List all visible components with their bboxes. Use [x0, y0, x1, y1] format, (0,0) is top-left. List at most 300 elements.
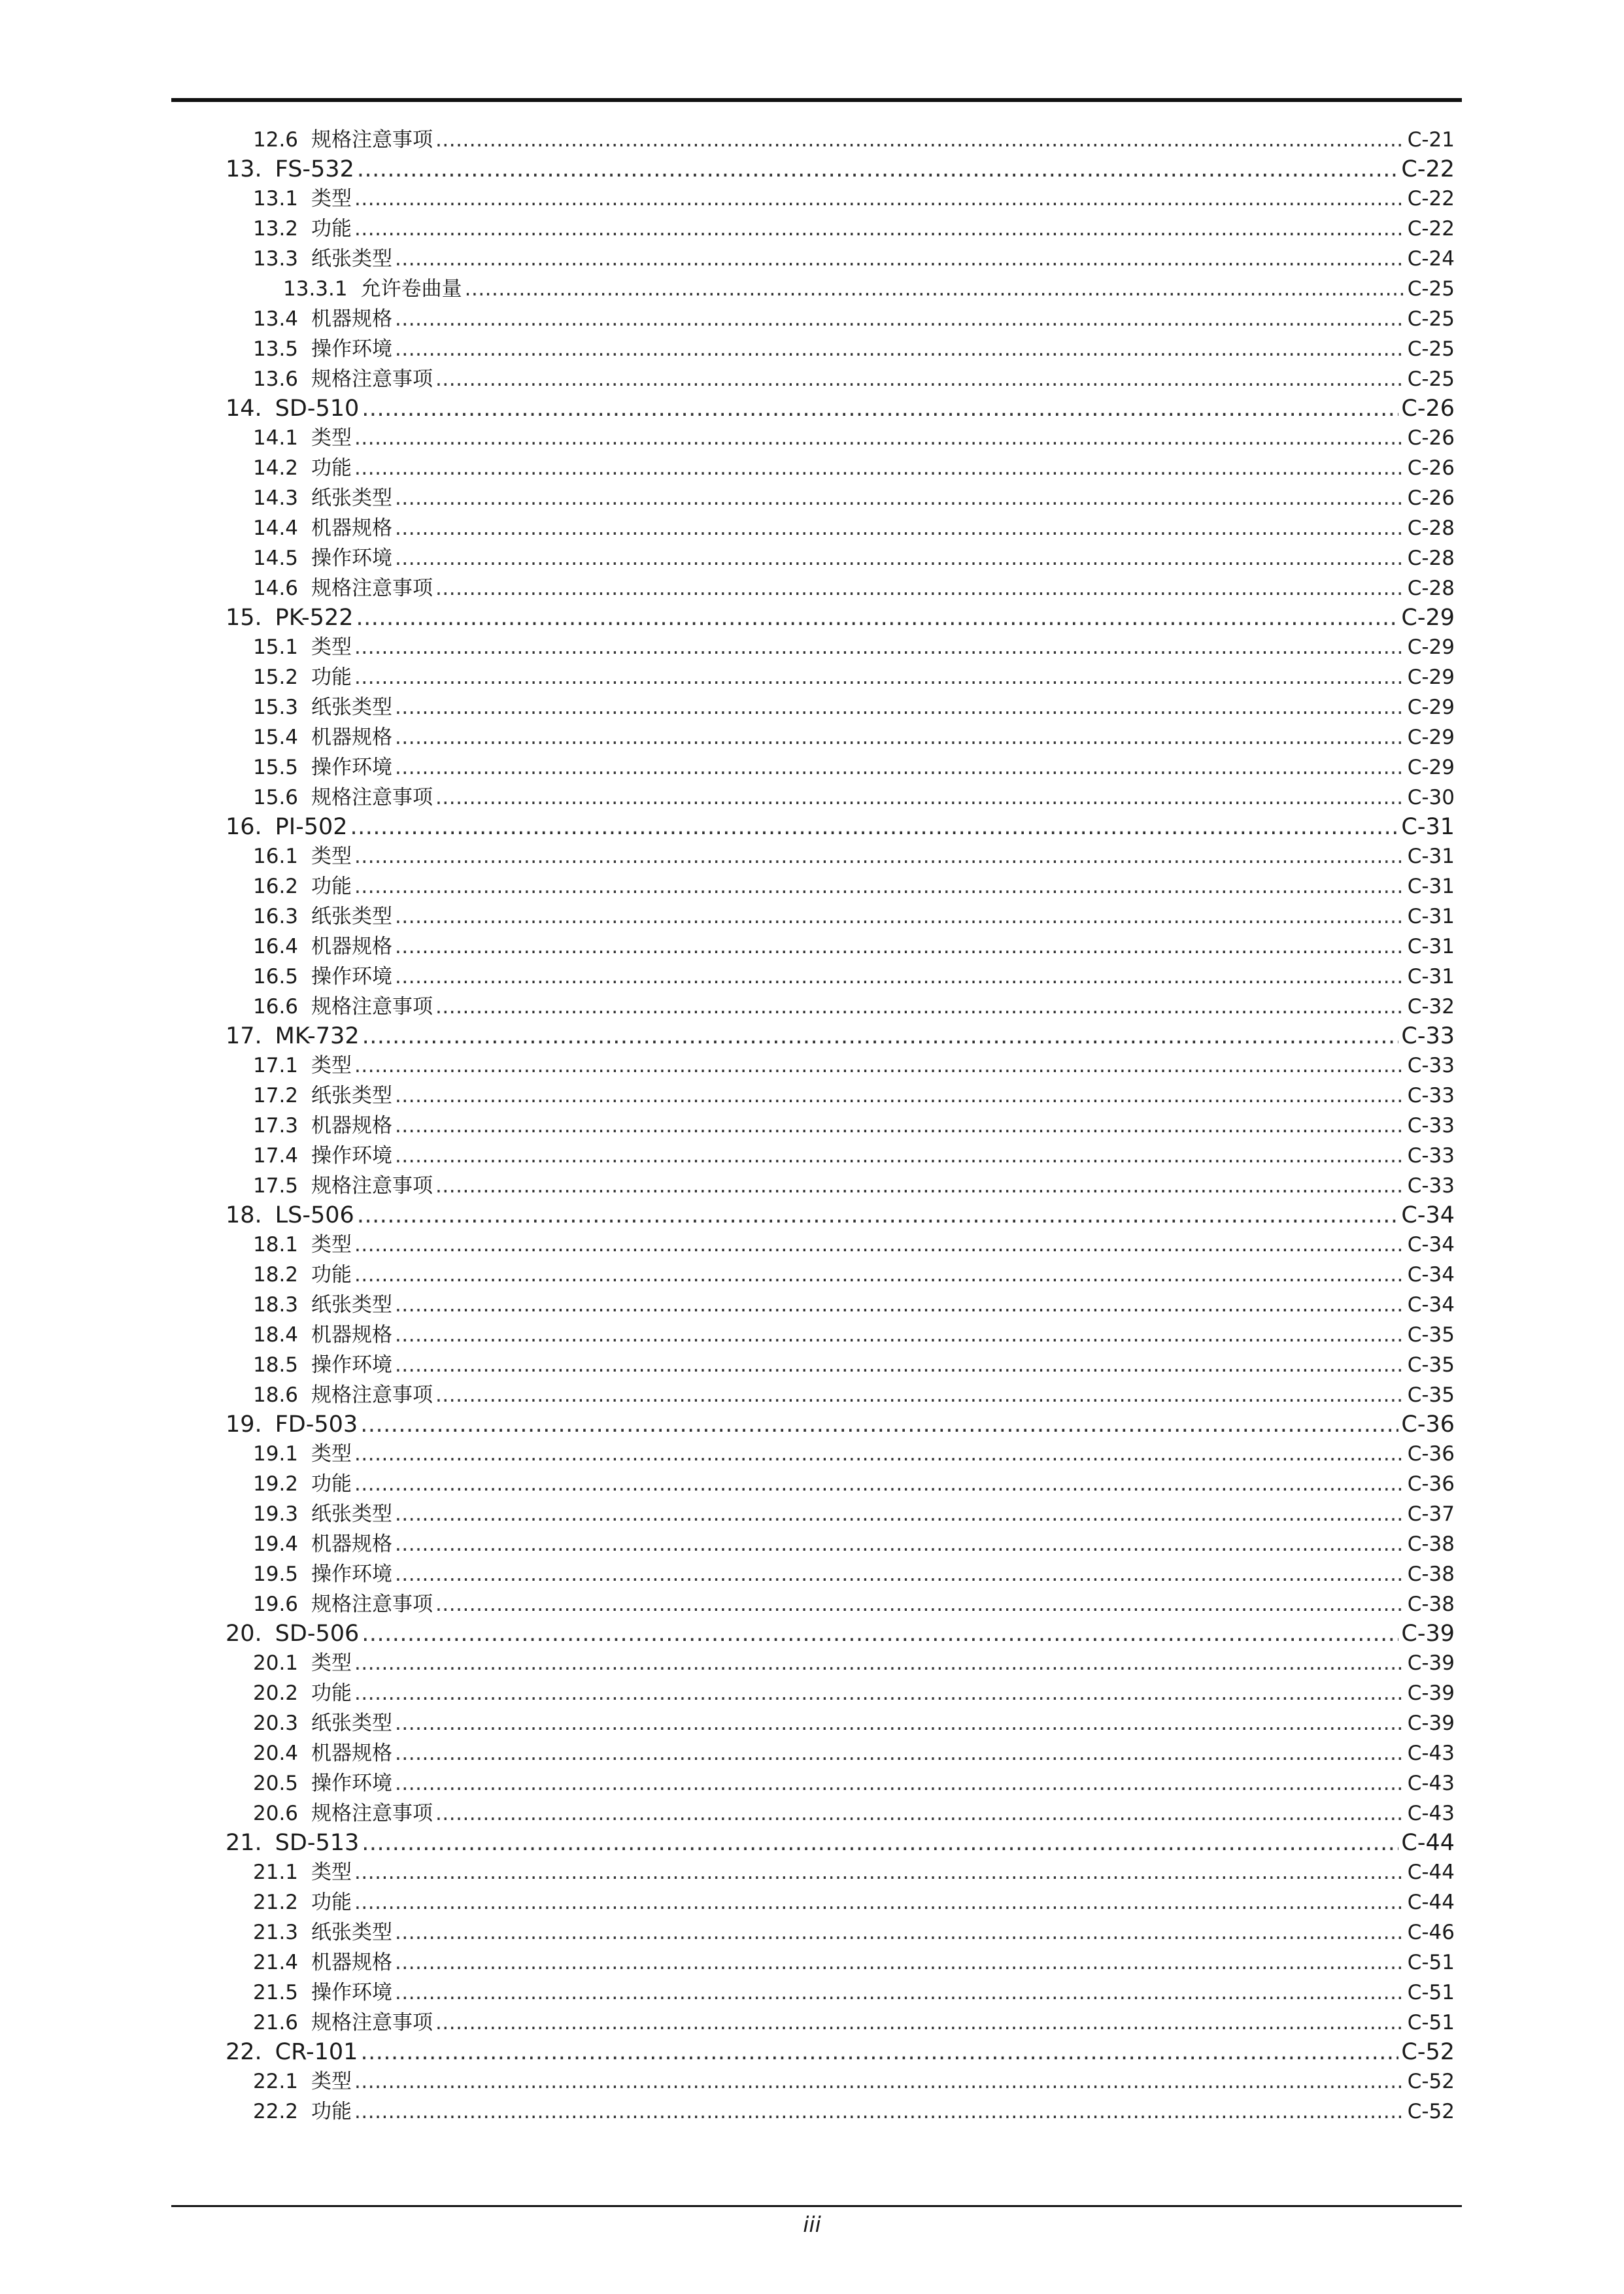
toc-entry-page: C-28 [1407, 577, 1455, 600]
toc-section-entry[interactable] [226, 1171, 1455, 1201]
dot-leader [395, 304, 1405, 334]
toc-entry-title: 机器规格 [311, 516, 393, 540]
toc-entry-page: C-33 [1401, 1023, 1455, 1049]
toc-entry-title: SD-510 [275, 396, 360, 422]
dot-leader [354, 214, 1405, 244]
toc-section-entry[interactable] [226, 752, 1455, 783]
toc-entry-number: 16.3 [253, 905, 299, 928]
dot-leader [435, 1589, 1405, 1619]
dot-leader [354, 841, 1405, 871]
toc-entry-page: C-39 [1407, 1681, 1455, 1705]
toc-entry-title: 功能 [311, 456, 352, 480]
dot-leader [395, 1111, 1405, 1141]
toc-entry-title: MK-732 [275, 1023, 360, 1049]
dot-leader [356, 603, 1399, 632]
dot-leader [395, 932, 1405, 962]
toc-entry-page: C-33 [1407, 1054, 1455, 1077]
toc-entry-number: 19.3 [253, 1502, 299, 1526]
toc-chapter-entry[interactable] [226, 394, 1455, 423]
toc-entry-page: C-31 [1407, 875, 1455, 898]
dot-leader [362, 394, 1398, 423]
toc-entry-page: C-43 [1407, 1802, 1455, 1825]
toc-entry-page: C-26 [1401, 396, 1455, 422]
toc-section-entry[interactable] [226, 1230, 1455, 1260]
toc-entry-number: 21.1 [253, 1861, 299, 1884]
toc-entry-title: PK-522 [275, 605, 354, 631]
toc-section-entry[interactable] [226, 543, 1455, 573]
dot-leader [395, 722, 1405, 752]
toc-entry-title: 操作环境 [311, 1981, 393, 2004]
dot-leader [395, 692, 1405, 722]
toc-entry-title: 类型 [311, 845, 352, 868]
toc-section-entry[interactable] [226, 1290, 1455, 1320]
toc-section-entry[interactable] [226, 1320, 1455, 1350]
toc-entry-page: C-25 [1407, 337, 1455, 361]
toc-entry-number: 12.6 [253, 128, 299, 152]
toc-entry-number: 15.6 [253, 786, 299, 809]
toc-section-entry[interactable] [226, 244, 1455, 274]
dot-leader [395, 1708, 1405, 1738]
toc-entry-number: 13.3.1 [283, 277, 348, 301]
toc-section-entry[interactable] [226, 214, 1455, 244]
toc-entry-number: 20.4 [253, 1742, 299, 1765]
toc-entry-page: C-51 [1407, 1951, 1455, 1974]
toc-section-entry[interactable] [226, 1051, 1455, 1081]
toc-entry-title: 规格注意事项 [311, 1383, 433, 1407]
toc-entry-number: 21.6 [253, 2011, 299, 2034]
dot-leader [354, 2066, 1405, 2097]
toc-entry-page: C-31 [1407, 935, 1455, 958]
toc-entry-title: SD-506 [275, 1621, 360, 1647]
toc-entry-number: 22.1 [253, 2070, 299, 2093]
dot-leader [354, 1230, 1405, 1260]
toc-section-entry[interactable] [226, 992, 1455, 1022]
dot-leader [435, 1171, 1405, 1201]
toc-section-entry[interactable] [226, 423, 1455, 453]
toc-entry-page: C-22 [1401, 156, 1455, 182]
dot-leader [354, 871, 1405, 902]
toc-entry-title: 操作环境 [311, 1353, 393, 1377]
toc-entry-title: 类型 [311, 1861, 352, 1884]
toc-entry-title: 类型 [311, 635, 352, 659]
toc-entry-title: 允许卷曲量 [360, 277, 462, 301]
toc-section-entry[interactable] [226, 1380, 1455, 1410]
toc-section-entry[interactable] [226, 841, 1455, 871]
toc-entry-page: C-31 [1407, 845, 1455, 868]
toc-entry-number: 21. [226, 1830, 262, 1856]
toc-entry-number: 15.1 [253, 635, 299, 659]
toc-section-entry[interactable] [226, 184, 1455, 214]
toc-section-entry[interactable] [226, 2066, 1455, 2097]
toc-entry-number: 19.4 [253, 1532, 299, 1556]
dot-leader [395, 902, 1405, 932]
toc-entry-number: 19.6 [253, 1593, 299, 1616]
toc-entry-title: CR-101 [275, 2039, 358, 2065]
toc-section-entry[interactable] [226, 453, 1455, 483]
dot-leader [395, 1917, 1405, 1948]
toc-entry-title: 规格注意事项 [311, 2011, 433, 2034]
toc-entry-number: 21.4 [253, 1951, 299, 1974]
toc-entry-page: C-34 [1407, 1293, 1455, 1317]
toc-entry-page: C-44 [1401, 1830, 1455, 1856]
toc-entry-number: 13.4 [253, 307, 299, 331]
toc-entry-number: 21.2 [253, 1891, 299, 1914]
toc-entry-page: C-39 [1407, 1651, 1455, 1675]
toc-entry-number: 16.6 [253, 995, 299, 1019]
dot-leader [362, 1022, 1399, 1051]
toc-entry-title: 功能 [311, 666, 352, 689]
header-rule [171, 98, 1462, 102]
toc-entry-page: C-33 [1407, 1084, 1455, 1107]
page-number: iii [803, 2212, 821, 2237]
toc-entry-page: C-52 [1407, 2100, 1455, 2123]
toc-section-entry[interactable] [226, 1529, 1455, 1559]
toc-entry-number: 14. [226, 396, 262, 422]
toc-entry-page: C-29 [1401, 605, 1455, 631]
toc-entry-page: C-52 [1407, 2070, 1455, 2093]
toc-entry-number: 19.5 [253, 1562, 299, 1586]
toc-entry-title: 类型 [311, 426, 352, 450]
toc-entry-number: 20.6 [253, 1802, 299, 1825]
toc-entry-page: C-36 [1407, 1442, 1455, 1466]
toc-entry-page: C-33 [1407, 1144, 1455, 1168]
toc-section-entry[interactable] [226, 513, 1455, 543]
toc-entry-title: PI-502 [275, 814, 348, 840]
toc-section-entry[interactable] [226, 483, 1455, 513]
toc-section-entry[interactable] [226, 1081, 1455, 1111]
toc-chapter-entry[interactable] [226, 1619, 1455, 1648]
toc-chapter-entry[interactable] [226, 1201, 1455, 1230]
toc-entry-page: C-30 [1407, 786, 1455, 809]
toc-entry-title: 规格注意事项 [311, 1593, 433, 1616]
toc-entry-title: 机器规格 [311, 1532, 393, 1556]
toc-section-entry[interactable] [226, 1469, 1455, 1499]
toc-entry-number: 15. [226, 605, 262, 631]
toc-section-entry[interactable] [226, 932, 1455, 962]
dot-leader [362, 1829, 1398, 1857]
toc-entry-title: 纸张类型 [311, 1084, 393, 1107]
toc-entry-number: 18.3 [253, 1293, 299, 1317]
toc-section-entry[interactable] [226, 1887, 1455, 1917]
dot-leader [395, 483, 1405, 513]
toc-section-entry[interactable] [226, 1917, 1455, 1948]
toc-entry-title: 操作环境 [311, 1562, 393, 1586]
toc-entry-title: 机器规格 [311, 1951, 393, 1974]
toc-section-entry[interactable] [226, 1738, 1455, 1768]
toc-entry-page: C-28 [1407, 516, 1455, 540]
dot-leader [395, 1738, 1405, 1768]
toc-entry-page: C-36 [1401, 1411, 1455, 1438]
toc-entry-number: 20.5 [253, 1772, 299, 1795]
dot-leader [395, 244, 1405, 274]
dot-leader [395, 1948, 1405, 1978]
toc-section-entry[interactable] [226, 334, 1455, 364]
toc-chapter-entry[interactable] [226, 155, 1455, 184]
dot-leader [360, 1410, 1398, 1439]
toc-entry-number: 22.2 [253, 2100, 299, 2123]
toc-entry-page: C-25 [1407, 367, 1455, 391]
toc-entry-number: 13. [226, 156, 262, 182]
toc-entry-page: C-43 [1407, 1742, 1455, 1765]
toc-entry-page: C-29 [1407, 635, 1455, 659]
toc-entry-number: 17.5 [253, 1174, 299, 1198]
toc-entry-page: C-25 [1407, 277, 1455, 301]
toc-entry-number: 13.3 [253, 247, 299, 271]
toc-entry-number: 14.1 [253, 426, 299, 450]
toc-entry-number: 17. [226, 1023, 262, 1049]
toc-entry-number: 16.5 [253, 965, 299, 988]
toc-chapter-entry[interactable] [226, 1022, 1455, 1051]
toc-entry-number: 17.2 [253, 1084, 299, 1107]
dot-leader [395, 1768, 1405, 1798]
dot-leader [350, 813, 1399, 841]
toc-entry-number: 17.4 [253, 1144, 299, 1168]
toc-chapter-entry[interactable] [226, 1410, 1455, 1439]
dot-leader [435, 125, 1405, 155]
toc-entry-number: 18.6 [253, 1383, 299, 1407]
toc-section-entry[interactable] [226, 2097, 1455, 2127]
toc-entry-title: 纸张类型 [311, 1502, 393, 1526]
toc-entry-page: C-24 [1407, 247, 1455, 271]
toc-entry-page: C-39 [1407, 1712, 1455, 1735]
toc-entry-page: C-29 [1407, 696, 1455, 719]
toc-section-entry[interactable] [226, 1678, 1455, 1708]
toc-entry-number: 18.5 [253, 1353, 299, 1377]
toc-section-entry[interactable] [226, 573, 1455, 603]
toc-entry-page: C-51 [1407, 1981, 1455, 2004]
toc-entry-page: C-31 [1407, 905, 1455, 928]
toc-entry-number: 21.3 [253, 1921, 299, 1944]
dot-leader [395, 752, 1405, 783]
dot-leader [395, 1350, 1405, 1380]
dot-leader [465, 274, 1405, 304]
toc-entry-page: C-37 [1407, 1502, 1455, 1526]
toc-section-entry[interactable] [226, 962, 1455, 992]
toc-entry-title: 功能 [311, 217, 352, 241]
toc-section-entry[interactable] [226, 783, 1455, 813]
toc-entry-number: 14.4 [253, 516, 299, 540]
toc-entry-title: 类型 [311, 1233, 352, 1257]
dot-leader [354, 632, 1405, 662]
toc-entry-title: 类型 [311, 2070, 352, 2093]
toc-entry-title: 规格注意事项 [311, 128, 433, 152]
dot-leader [354, 1648, 1405, 1678]
toc-entry-title: 类型 [311, 1054, 352, 1077]
toc-section-entry[interactable] [226, 1499, 1455, 1529]
toc-section-entry[interactable] [226, 1350, 1455, 1380]
toc-entry-title: 规格注意事项 [311, 995, 433, 1019]
toc-entry-page: C-44 [1407, 1891, 1455, 1914]
toc-entry-title: 机器规格 [311, 726, 393, 749]
dot-leader [395, 1141, 1405, 1171]
toc-entry-title: 规格注意事项 [311, 1802, 433, 1825]
toc-entry-number: 14.6 [253, 577, 299, 600]
toc-entry-page: C-32 [1407, 995, 1455, 1019]
toc-section-entry[interactable] [226, 1559, 1455, 1589]
toc-section-entry[interactable] [226, 1857, 1455, 1887]
toc-entry-number: 15.2 [253, 666, 299, 689]
toc-entry-title: 规格注意事项 [311, 786, 433, 809]
dot-leader [354, 1439, 1405, 1469]
toc-section-entry[interactable] [226, 125, 1455, 155]
table-of-contents [226, 125, 1455, 2127]
toc-section-entry[interactable] [226, 364, 1455, 394]
toc-entry-page: C-36 [1407, 1472, 1455, 1496]
toc-entry-number: 22. [226, 2039, 262, 2065]
toc-section-entry[interactable] [226, 1141, 1455, 1171]
toc-entry-number: 13.2 [253, 217, 299, 241]
toc-section-entry[interactable] [226, 1768, 1455, 1798]
toc-entry-number: 19.1 [253, 1442, 299, 1466]
toc-entry-title: 功能 [311, 1681, 352, 1705]
toc-entry-number: 16.2 [253, 875, 299, 898]
toc-entry-number: 18.4 [253, 1323, 299, 1347]
toc-section-entry[interactable] [226, 1798, 1455, 1829]
toc-section-entry[interactable] [226, 662, 1455, 692]
toc-section-entry[interactable] [226, 1948, 1455, 1978]
toc-section-entry[interactable] [226, 722, 1455, 752]
dot-leader [354, 1051, 1405, 1081]
toc-entry-title: 规格注意事项 [311, 1174, 433, 1198]
toc-entry-number: 15.3 [253, 696, 299, 719]
toc-entry-number: 17.3 [253, 1114, 299, 1138]
toc-entry-page: C-38 [1407, 1562, 1455, 1586]
dot-leader [354, 662, 1405, 692]
toc-entry-page: C-29 [1407, 726, 1455, 749]
dot-leader [395, 1320, 1405, 1350]
dot-leader [435, 783, 1405, 813]
toc-entry-page: C-46 [1407, 1921, 1455, 1944]
dot-leader [395, 1499, 1405, 1529]
toc-chapter-entry[interactable] [226, 813, 1455, 841]
toc-entry-page: C-51 [1407, 2011, 1455, 2034]
dot-leader [395, 1081, 1405, 1111]
toc-entry-title: FS-532 [275, 156, 354, 182]
toc-entry-title: 操作环境 [311, 1144, 393, 1168]
toc-section-entry[interactable] [226, 1260, 1455, 1290]
toc-entry-page: C-34 [1401, 1202, 1455, 1228]
toc-section-entry[interactable] [226, 632, 1455, 662]
toc-entry-number: 18. [226, 1202, 262, 1228]
toc-entry-number: 15.5 [253, 756, 299, 779]
dot-leader [435, 573, 1405, 603]
toc-entry-title: 纸张类型 [311, 1712, 393, 1735]
toc-entry-number: 18.1 [253, 1233, 299, 1257]
toc-entry-page: C-21 [1407, 128, 1455, 152]
toc-entry-title: 纸张类型 [311, 1921, 393, 1944]
toc-chapter-entry[interactable] [226, 1829, 1455, 1857]
toc-entry-number: 16. [226, 814, 262, 840]
dot-leader [354, 453, 1405, 483]
toc-entry-page: C-26 [1407, 426, 1455, 450]
toc-section-entry[interactable] [226, 304, 1455, 334]
toc-entry-title: 机器规格 [311, 1114, 393, 1138]
toc-entry-page: C-38 [1407, 1532, 1455, 1556]
toc-entry-number: 15.4 [253, 726, 299, 749]
toc-entry-title: 纸张类型 [311, 905, 393, 928]
toc-subsubsection-entry[interactable] [226, 274, 1455, 304]
toc-entry-title: 纸张类型 [311, 486, 393, 510]
toc-section-entry[interactable] [226, 1708, 1455, 1738]
toc-entry-title: 操作环境 [311, 756, 393, 779]
toc-entry-title: FD-503 [275, 1411, 358, 1438]
dot-leader [395, 1290, 1405, 1320]
toc-entry-title: 机器规格 [311, 1323, 393, 1347]
toc-entry-number: 14.3 [253, 486, 299, 510]
toc-section-entry[interactable] [226, 1439, 1455, 1469]
toc-entry-title: 功能 [311, 1472, 352, 1496]
toc-entry-page: C-34 [1407, 1263, 1455, 1287]
dot-leader [354, 184, 1405, 214]
toc-entry-number: 19. [226, 1411, 262, 1438]
toc-section-entry[interactable] [226, 2008, 1455, 2038]
toc-entry-number: 20.3 [253, 1712, 299, 1735]
dot-leader [395, 1529, 1405, 1559]
toc-entry-number: 20.1 [253, 1651, 299, 1675]
toc-entry-number: 16.4 [253, 935, 299, 958]
toc-entry-number: 13.6 [253, 367, 299, 391]
toc-entry-page: C-44 [1407, 1861, 1455, 1884]
toc-entry-number: 20. [226, 1621, 262, 1647]
toc-entry-title: 类型 [311, 187, 352, 211]
toc-entry-number: 20.2 [253, 1681, 299, 1705]
toc-entry-title: 功能 [311, 2100, 352, 2123]
footer-rule [171, 2205, 1462, 2207]
toc-entry-page: C-22 [1407, 187, 1455, 211]
toc-entry-page: C-26 [1407, 456, 1455, 480]
toc-entry-title: 操作环境 [311, 965, 393, 988]
toc-entry-page: C-29 [1407, 756, 1455, 779]
toc-entry-title: 机器规格 [311, 307, 393, 331]
toc-chapter-entry[interactable] [226, 2038, 1455, 2066]
toc-entry-page: C-29 [1407, 666, 1455, 689]
toc-entry-page: C-33 [1407, 1174, 1455, 1198]
toc-entry-page: C-25 [1407, 307, 1455, 331]
toc-entry-title: LS-506 [275, 1202, 354, 1228]
toc-section-entry[interactable] [226, 692, 1455, 722]
toc-entry-page: C-35 [1407, 1323, 1455, 1347]
toc-entry-page: C-35 [1407, 1383, 1455, 1407]
dot-leader [360, 2038, 1398, 2066]
dot-leader [354, 2097, 1405, 2127]
toc-chapter-entry[interactable] [226, 603, 1455, 632]
dot-leader [362, 1619, 1398, 1648]
toc-section-entry[interactable] [226, 1589, 1455, 1619]
toc-entry-number: 18.2 [253, 1263, 299, 1287]
toc-entry-page: C-34 [1407, 1233, 1455, 1257]
toc-section-entry[interactable] [226, 1978, 1455, 2008]
toc-section-entry[interactable] [226, 871, 1455, 902]
toc-section-entry[interactable] [226, 902, 1455, 932]
dot-leader [354, 1678, 1405, 1708]
toc-entry-number: 17.1 [253, 1054, 299, 1077]
toc-entry-title: 操作环境 [311, 1772, 393, 1795]
toc-entry-number: 16.1 [253, 845, 299, 868]
dot-leader [435, 2008, 1405, 2038]
toc-entry-page: C-38 [1407, 1593, 1455, 1616]
dot-leader [395, 1559, 1405, 1589]
dot-leader [395, 513, 1405, 543]
toc-entry-title: 功能 [311, 1891, 352, 1914]
toc-entry-title: 操作环境 [311, 337, 393, 361]
toc-entry-title: 规格注意事项 [311, 577, 433, 600]
toc-section-entry[interactable] [226, 1111, 1455, 1141]
toc-entry-title: 纸张类型 [311, 247, 393, 271]
dot-leader [357, 155, 1399, 184]
toc-section-entry[interactable] [226, 1648, 1455, 1678]
toc-entry-number: 21.5 [253, 1981, 299, 2004]
toc-entry-number: 14.5 [253, 547, 299, 570]
